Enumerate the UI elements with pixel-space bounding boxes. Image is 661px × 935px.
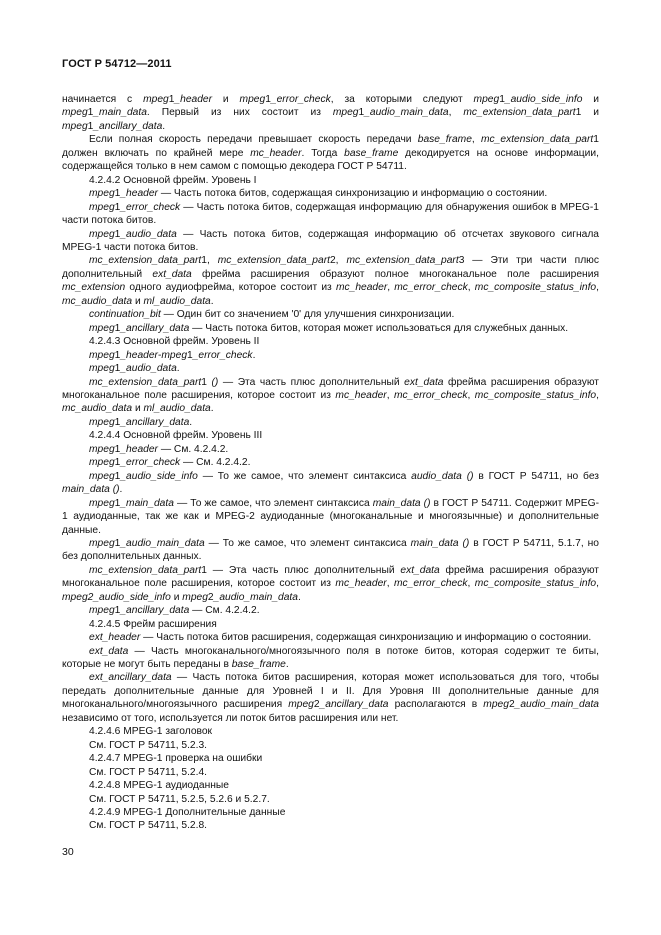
paragraph: ext_header — Часть потока битов расширения, содержащая синхронизацию и информацию о состоянии. [89, 632, 592, 644]
paragraph: Если полная скорость передачи превышает скорость передачи base_frame, mc_extension_data_part1 должен включать по крайней мере mc_header. Тогда base_frame декодируется на основе информации, содержащейся только в нем самом с помощью декодера ГОСТ Р 54711. [62, 134, 599, 173]
paragraph: mc_extension_data_part1 — Эта часть плюс дополнительный ext_data фрейма расширения образуют многоканальное поле расширения, которое состоит из mc_header, mc_error_check, mc_composite_status_info, mpeg2_audio_side_info и mpeg2_audio_main_data. [62, 564, 599, 603]
paragraph: 4.2.4.5 Фрейм расширения [89, 618, 217, 630]
page-number: 30 [62, 846, 74, 858]
paragraph: ext_ancillary_data — Часть потока битов расширения, которая может использоваться для того, чтобы передать дополнительные данные для Уровней I и II. Для Уровня III дополнительные данные для многоканального/многоязычного расширения mpeg2_ancillary_data располагаются в mpeg2_audio_main_data независимо от того, используется ли поток битов расширения или нет. [62, 672, 599, 724]
paragraph: mpeg1_ancillary_data — См. 4.2.4.2. [89, 605, 260, 617]
paragraph: 4.2.4.9 MPEG-1 Дополнительные данные [89, 807, 286, 819]
paragraph: continuation_bit — Один бит со значением '0' для улучшения синхронизации. [89, 309, 455, 321]
paragraph: mpeg1_error_check — Часть потока битов, содержащая информацию для обнаружения ошибок в MPEG-1 части потока битов. [62, 201, 599, 227]
paragraph: 4.2.4.8 MPEG-1 аудиоданные [89, 780, 229, 792]
paragraph: начинается с mpeg1_header и mpeg1_error_check, за которыми следуют mpeg1_audio_side_info и mpeg1_main_data. Первый из них состоит из mpeg1_audio_main_data, mc_extension_data_part1 и mpeg1_ancillary_data. [62, 94, 600, 132]
paragraph: 4.2.4.7 MPEG-1 проверка на ошибки [89, 753, 263, 765]
paragraph: См. ГОСТ Р 54711, 5.2.4. [89, 766, 208, 778]
paragraph: mpeg1_audio_data — Часть потока битов, содержащая информацию об отсчетах звукового сигнала MPEG-1 части потока битов. [62, 228, 599, 253]
paragraph: 4.2.4.4 Основной фрейм. Уровень III [89, 430, 263, 442]
paragraph: mpeg1_header-mpeg1_error_check. [89, 349, 256, 361]
paragraph: mpeg1_ancillary_data. [89, 416, 193, 428]
paragraph: mpeg1_audio_data. [89, 363, 180, 375]
paragraph: ext_data — Часть многоканального/многоязычного поля в потоке битов, которая содержит те биты, которые не могут быть переданы в base_frame. [62, 645, 599, 671]
document-header: ГОСТ Р 54712—2011 [62, 58, 172, 70]
paragraph: mpeg1_main_data — То же самое, что элемент синтаксиса main_data () в ГОСТ Р 54711. Содержит MPEG-1 аудиоданные, так же как и MPEG-2 аудиоданные (многоканальные и многоязычные) и дополнительные данные. [62, 497, 599, 536]
paragraph: mc_extension_data_part1 () — Эта часть плюс дополнительный ext_data фрейма расширения образуют многоканальное поле расширения, которое состоит из mc_header, mc_error_check, mc_composite_status_info, mc_audio_data и ml_audio_data. [62, 376, 599, 415]
paragraph: mpeg1_header — См. 4.2.4.2. [89, 443, 229, 455]
document-body [62, 93, 599, 833]
paragraph: См. ГОСТ Р 54711, 5.2.3. [89, 739, 208, 751]
paragraph: mpeg1_audio_side_info — То же самое, что элемент синтаксиса audio_data () в ГОСТ Р 54711, но без main_data (). [62, 470, 599, 496]
paragraph: mpeg1_ancillary_data — Часть потока битов, которая может использоваться для служебных данных. [89, 322, 569, 334]
paragraph: См. ГОСТ Р 54711, 5.2.5, 5.2.6 и 5.2.7. [89, 793, 270, 805]
paragraph: См. ГОСТ Р 54711, 5.2.8. [89, 820, 208, 832]
paragraph: 4.2.4.2 Основной фрейм. Уровень I [89, 174, 257, 186]
paragraph: 4.2.4.3 Основной фрейм. Уровень II [89, 336, 260, 348]
paragraph: mpeg1_audio_main_data — То же самое, что элемент синтаксиса main_data () в ГОСТ Р 54711, 5.1.7, но без дополнительных данных. [62, 537, 599, 563]
paragraph: mpeg1_header — Часть потока битов, содержащая синхронизацию и информацию о состоянии. [89, 188, 548, 200]
paragraph: 4.2.4.6 MPEG-1 заголовок [89, 726, 213, 738]
paragraph: mpeg1_error_check — См. 4.2.4.2. [89, 457, 251, 469]
paragraph: mc_extension_data_part1, mc_extension_data_part2, mc_extension_data_part3 — Эти три части плюс дополнительный ext_data фрейма расширения образуют полное многоканальное поле расширения mc_extension одного аудиофрейма, которое состоит из mc_header, mc_error_check, mc_composite_status_info, mc_audio_data и ml_audio_data. [62, 255, 599, 307]
